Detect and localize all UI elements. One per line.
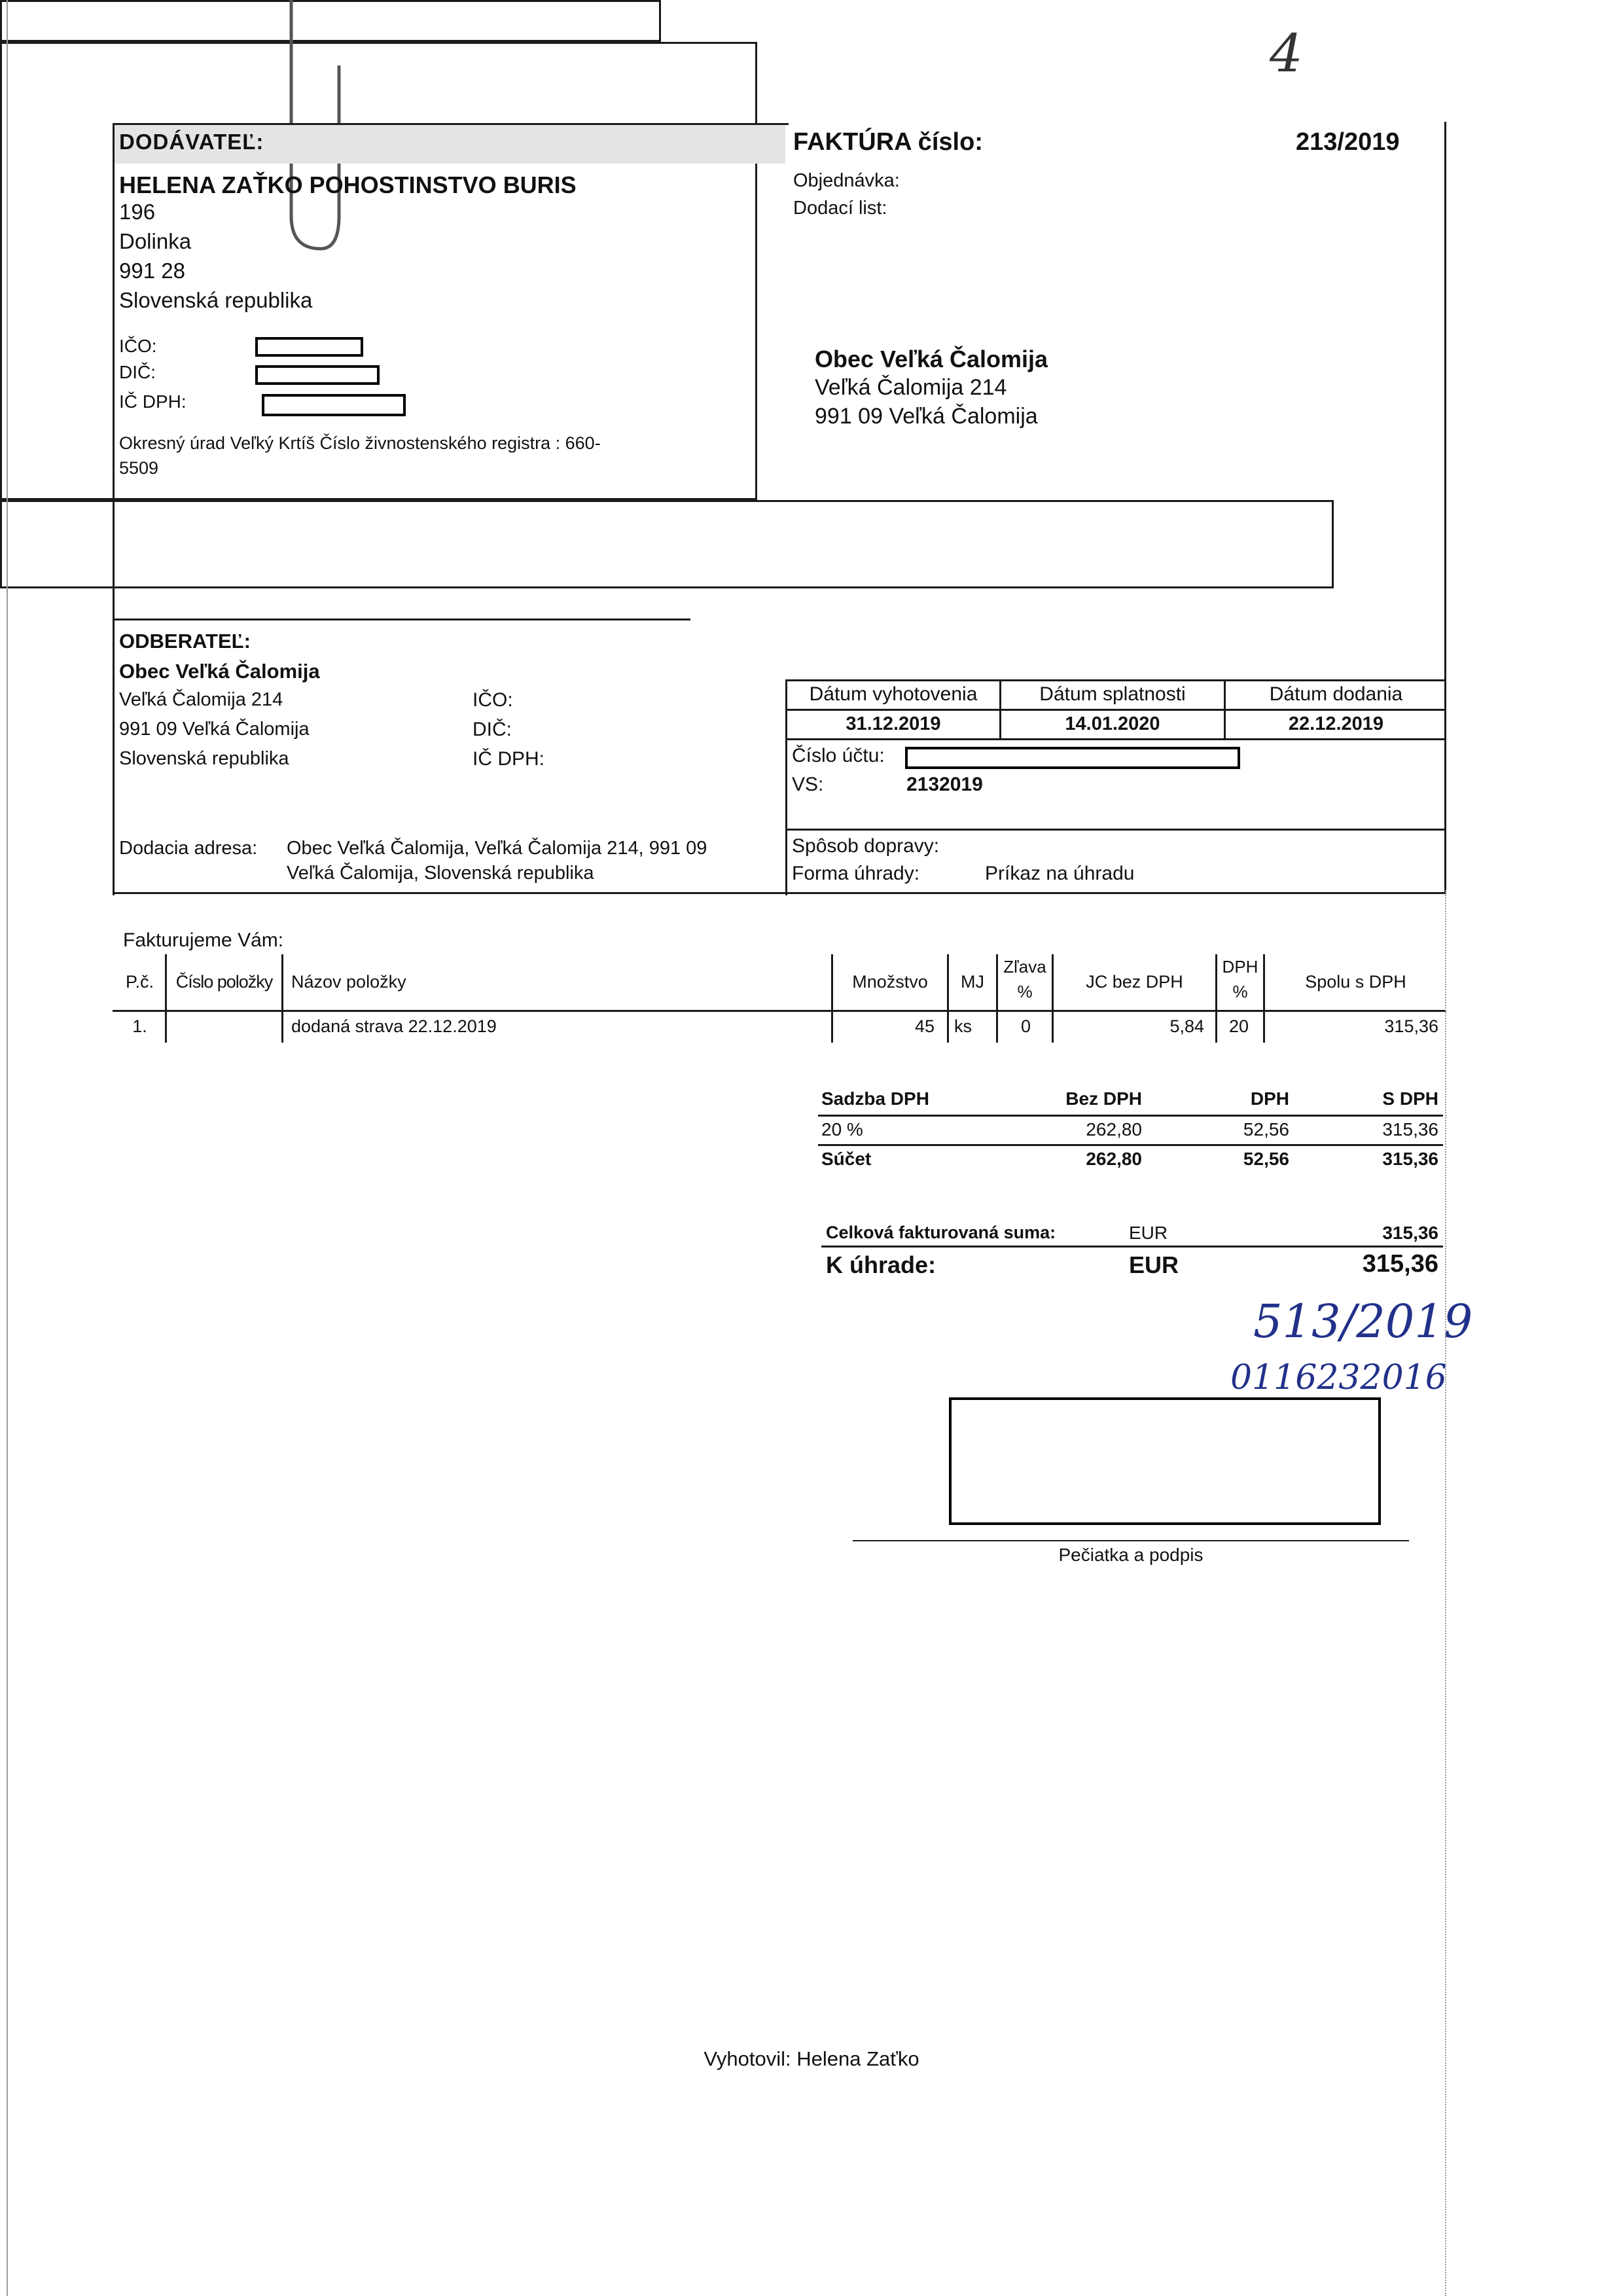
supplier-address-line-2: Dolinka [119,229,192,253]
vat-header-line [818,1115,1443,1117]
delivery-address-line-2: Veľká Čalomija, Slovenská republika [287,863,594,884]
dates-bottom-line [785,738,1446,740]
recipient-name: Obec Veľká Čalomija [815,346,1048,372]
items-header-vat-1: DPH [1222,957,1258,977]
dates-top-line [785,679,1446,681]
item-discount: 0 [1021,1016,1031,1036]
vat-sum-with-vat: 315,36 [1382,1149,1438,1169]
items-header-vat-2: % [1232,982,1248,1001]
delivery-address-label: Dodacia adresa: [119,838,258,859]
customer-country: Slovenská republika [119,748,289,769]
vat-row-with-vat: 315,36 [1382,1119,1438,1139]
items-header-unit: MJ [961,972,984,992]
vat-header-with-vat: S DPH [1382,1088,1438,1109]
totals-line [821,1246,1443,1247]
dates-mid-line [785,709,1446,711]
dates-left-line [785,679,787,895]
vat-header-base: Bez DPH [1065,1088,1142,1109]
account-label: Číslo účtu: [792,745,885,766]
account-redacted [905,747,1240,769]
invoice-number: 213/2019 [1296,128,1400,156]
total-invoiced-currency: EUR [1129,1223,1168,1243]
handwritten-note-2: 0116232016 [1230,1358,1447,1397]
vat-row-rate: 20 % [821,1119,863,1139]
vs-value: 2132019 [906,774,983,795]
supplier-icdph-label: IČ DPH: [119,391,187,412]
item-name: dodaná strava 22.12.2019 [291,1016,497,1036]
customer-dic-label: DIČ: [473,719,512,740]
page-number: 4 [1270,23,1303,84]
handwritten-note-1: 513/2019 [1253,1295,1473,1348]
item-vat: 20 [1229,1016,1249,1036]
vs-label: VS: [792,774,824,795]
payment-sep-line [785,829,1446,831]
customer-bottom-line [113,892,1446,894]
item-unit: ks [954,1016,972,1036]
to-pay-value: 315,36 [1362,1250,1438,1278]
invoice-order-label: Objednávka: [793,170,900,191]
stamp-label: Pečiatka a podpis [1058,1545,1204,1565]
vat-sum-vat: 52,56 [1243,1149,1289,1169]
supplier-ico-label: IČO: [119,336,157,356]
supplier-dic-redacted [255,365,380,385]
customer-icdph-label: IČ DPH: [473,748,545,770]
items-col-2 [281,954,283,1043]
items-header-discount-2: % [1017,982,1033,1001]
supplier-heading: DODÁVATEĽ: [119,130,264,154]
customer-heading: ODBERATEĽ: [119,630,251,653]
customer-name: Obec Veľká Čalomija [119,660,320,683]
invoice-right-line [1444,122,1446,894]
customer-city: 991 09 Veľká Čalomija [119,719,310,740]
customer-top-line [113,619,690,620]
items-header-qty: Množstvo [852,972,928,992]
delivery-date-label: Dátum dodania [1269,683,1403,705]
item-pc: 1. [132,1016,147,1036]
supplier-registry-line-2: 5509 [119,458,159,478]
supplier-dic-label: DIČ: [119,362,156,382]
items-intro: Fakturujeme Vám: [123,929,284,951]
items-header-code: Číslo položky [175,972,273,992]
items-header-name: Názov položky [291,972,406,992]
payment-method-label: Forma úhrady: [792,863,920,884]
payment-method-value: Príkaz na úhradu [985,863,1135,884]
supplier-left-line [113,123,115,895]
vat-row-line [818,1144,1443,1146]
stamp-redacted [949,1397,1381,1525]
item-total: 315,36 [1384,1016,1438,1036]
issued-by: Vyhotovil: Helena Zaťko [704,2047,919,2070]
vat-row-base: 262,80 [1086,1119,1142,1139]
to-pay-currency: EUR [1129,1251,1179,1278]
vat-header-rate: Sadzba DPH [821,1088,929,1109]
items-header-line [113,1010,1446,1012]
due-date-value: 14.01.2020 [1065,713,1160,734]
items-header-discount-1: Zľava [1003,957,1046,977]
to-pay-label: K úhrade: [826,1251,936,1278]
recipient-street: Veľká Čalomija 214 [815,375,1007,400]
items-table [0,500,1334,588]
vat-header-vat: DPH [1250,1088,1289,1109]
issue-date-value: 31.12.2019 [846,713,941,734]
items-header-unit-price: JC bez DPH [1086,972,1183,992]
vat-row-vat: 52,56 [1243,1119,1289,1139]
supplier-registry-line-1: Okresný úrad Veľký Krtíš Číslo živnostenského registra : 660- [119,433,601,453]
right-edge-mark [1445,890,1446,2296]
supplier-icdph-redacted [262,394,406,416]
item-unit-price: 5,84 [1169,1016,1204,1036]
customer-ico-label: IČO: [473,689,513,711]
supplier-ico-redacted [255,337,363,357]
items-header-pc: P.č. [125,972,154,992]
total-invoiced-label: Celková fakturovaná suma: [826,1223,1056,1242]
transport-label: Spôsob dopravy: [792,835,940,857]
vat-sum-label: Súčet [821,1149,872,1169]
item-qty: 45 [914,1016,935,1036]
vat-sum-base: 262,80 [1086,1149,1142,1169]
supplier-address-line-1: 196 [119,200,156,224]
paper-edge [7,0,8,2296]
supplier-top-line [115,123,789,125]
customer-street: Veľká Čalomija 214 [119,689,283,710]
total-invoiced-value: 315,36 [1382,1223,1438,1243]
delivery-address-line-1: Obec Veľká Čalomija, Veľká Čalomija 214, 991 09 [287,838,707,859]
signature-line [853,1540,1409,1541]
supplier-address-line-3: 991 28 [119,259,185,283]
items-header-total: Spolu s DPH [1305,972,1406,992]
issue-date-label: Dátum vyhotovenia [809,683,978,705]
items-col-1 [165,954,167,1043]
supplier-address-line-4: Slovenská republika [119,288,313,312]
due-date-label: Dátum splatnosti [1039,683,1186,705]
recipient-city: 991 09 Veľká Čalomija [815,404,1038,429]
delivery-date-value: 22.12.2019 [1288,713,1384,734]
invoice-title: FAKTÚRA číslo: [793,128,983,156]
invoice-delivery-note-label: Dodací list: [793,198,887,219]
items-col-4 [947,954,949,1043]
supplier-name: HELENA ZAŤKO POHOSTINSTVO BURIS [119,171,577,198]
